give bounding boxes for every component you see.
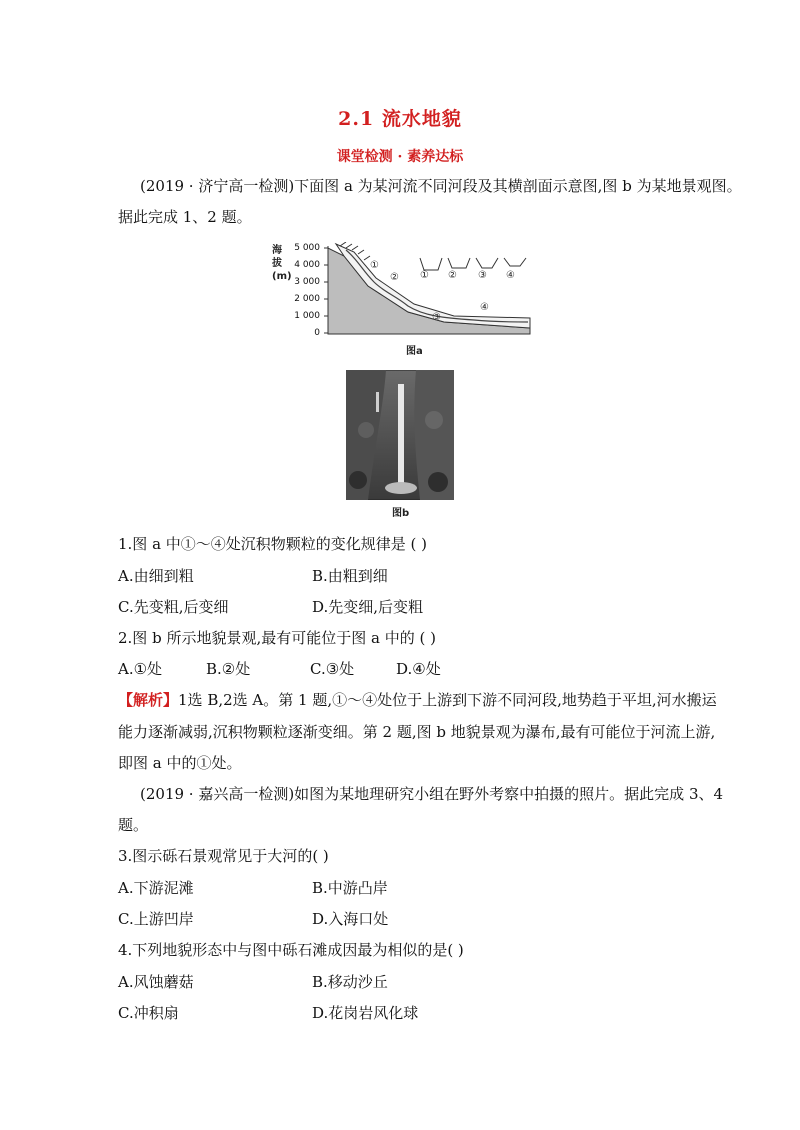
question-1-option-c: C.先变粗,后变细 <box>118 598 229 616</box>
analysis-line-1 <box>118 690 717 710</box>
question-1-option-d: D.先变细,后变粗 <box>312 598 424 616</box>
question-3-option-a: A.下游泥滩 <box>118 879 194 897</box>
page-title: 2.1 流水地貌 <box>338 108 462 130</box>
tick-1000: 1 000 <box>294 311 320 321</box>
tick-5000: 5 000 <box>294 243 320 253</box>
marker-1: ① <box>370 260 379 271</box>
question-2-stem: 2.图 b 所示地貌景观,最有可能位于图 a 中的 ( ) <box>118 629 436 647</box>
tick-0: 0 <box>314 328 320 338</box>
section-label-4: ④ <box>506 270 515 281</box>
question-3-option-d: D.入海口处 <box>312 910 389 928</box>
analysis-line-2: 能力逐渐减弱,沉积物颗粒逐渐变细。第 2 题,图 b 地貌景观为瀑布,最有可能位于河流上游, <box>118 723 716 741</box>
question-4-option-c: C.冲积扇 <box>118 1004 179 1022</box>
section-label-1: ① <box>420 270 429 281</box>
figure-a-axis-label: 海 拔 (m) <box>272 245 292 282</box>
question-4-stem: 4.下列地貌形态中与图中砾石滩成因最为相似的是( ) <box>118 941 464 959</box>
intro2-line-2: 题。 <box>118 816 149 834</box>
question-2-option-c: C.③处 <box>310 660 355 678</box>
question-3-option-c: C.上游凹岸 <box>118 910 194 928</box>
waterfall-photo <box>346 370 454 500</box>
river-profile-diagram <box>324 242 536 342</box>
tick-4000: 4 000 <box>294 260 320 270</box>
question-2-option-a: A.①处 <box>118 660 163 678</box>
question-2-option-b: B.②处 <box>206 660 251 678</box>
figure-a-caption: 图a <box>406 346 423 357</box>
question-4-option-d: D.花岗岩风化球 <box>312 1004 419 1022</box>
tick-3000: 3 000 <box>294 277 320 287</box>
question-1-stem: 1.图 a 中①～④处沉积物颗粒的变化规律是 ( ) <box>118 535 428 553</box>
intro-line-1: (2019 · 济宁高一检测)下面图 a 为某河流不同河段及其横剖面示意图,图 b 为某地景观图。 <box>140 177 742 195</box>
question-4-option-b: B.移动沙丘 <box>312 973 388 991</box>
section-label-2: ② <box>448 270 457 281</box>
question-1-option-b: B.由粗到细 <box>312 567 388 585</box>
section-label-3: ③ <box>478 270 487 281</box>
question-3-stem: 3.图示砾石景观常见于大河的( ) <box>118 847 329 865</box>
analysis-line-3: 即图 a 中的①处。 <box>118 754 242 772</box>
marker-4: ④ <box>480 302 489 313</box>
marker-2: ② <box>390 272 399 283</box>
question-2-option-d: D.④处 <box>396 660 441 678</box>
analysis-text-1: 1选 B,2选 A。第 1 题,①～④处位于上游到下游不同河段,地势趋于平坦,河水搬运 <box>178 691 717 709</box>
marker-3: ③ <box>432 312 441 323</box>
figure-a <box>268 242 538 357</box>
intro2-line-1: (2019 · 嘉兴高一检测)如图为某地理研究小组在野外考察中拍摄的照片。据此完成 3、4 <box>140 785 724 803</box>
figure-b-caption: 图b <box>392 508 410 519</box>
tick-2000: 2 000 <box>294 294 320 304</box>
intro-line-2: 据此完成 1、2 题。 <box>118 208 252 226</box>
question-4-option-a: A.风蚀蘑菇 <box>118 973 194 991</box>
question-3-option-b: B.中游凸岸 <box>312 879 388 897</box>
question-1-option-a: A.由细到粗 <box>118 567 194 585</box>
analysis-label: 【解析】 <box>118 691 179 709</box>
section-subtitle: 课堂检测 · 素养达标 <box>336 149 464 165</box>
